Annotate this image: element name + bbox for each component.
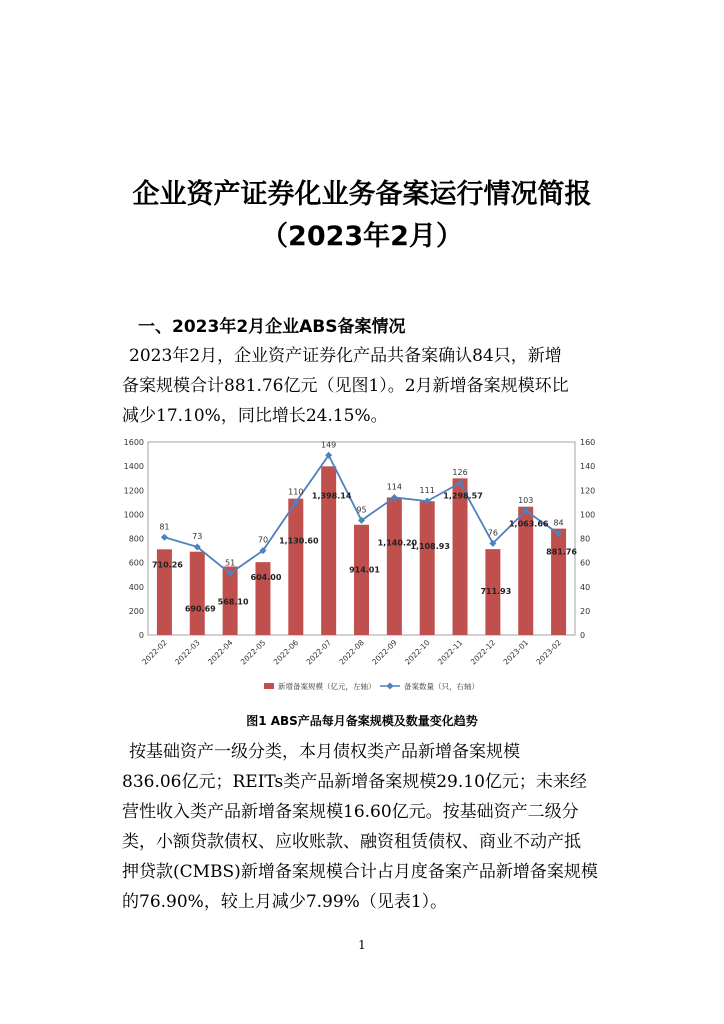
x-tick-label: 2023-02 (534, 638, 563, 667)
bar-2022-06 (288, 499, 303, 635)
y-right-tick-label: 60 (580, 558, 591, 568)
y-right-tick-label: 140 (580, 462, 596, 472)
bar-2022-03 (190, 552, 205, 635)
legend-bar-swatch (264, 683, 274, 689)
count-label: 111 (419, 486, 435, 496)
x-tick-label: 2022-10 (403, 638, 432, 667)
y-left-tick-label: 200 (128, 606, 144, 616)
y-right-tick-label: 120 (580, 486, 596, 496)
x-tick-label: 2022-12 (468, 638, 498, 667)
bar-2022-08 (354, 525, 369, 635)
count-label: 70 (257, 535, 269, 545)
x-tick-label: 2022-05 (238, 638, 268, 667)
x-tick-label: 2023-01 (501, 638, 531, 667)
x-tick-label: 2022-03 (173, 638, 202, 667)
x-tick-label: 2022-11 (435, 638, 465, 667)
document-subtitle: （2023年2月） (261, 221, 463, 252)
paragraph-line: 2023年2月，企业资产证券化产品共备案确认84只，新增 (129, 346, 562, 366)
y-left-tick-label: 1200 (123, 486, 144, 496)
x-tick-label: 2022-09 (370, 638, 399, 667)
bar-value-label: 1,398.14 (311, 491, 352, 501)
paragraph-line: 按基础资产一级分类，本月债权类产品新增备案规模 (129, 742, 520, 762)
y-left-tick-label: 400 (128, 582, 144, 592)
paragraph-line: 营性收入类产品新增备案规模16.60亿元。按基础资产二级分 (122, 802, 579, 822)
count-label: 81 (159, 522, 170, 532)
legend-line-marker (387, 683, 394, 690)
bar-value-label: 881.76 (546, 547, 578, 557)
abs-chart (112, 432, 612, 697)
y-right-tick-label: 160 (580, 438, 596, 447)
paragraph-line: 类，小额贷款债权、应收账款、融资租赁债权、商业不动产抵 (122, 832, 581, 852)
bar-2022-09 (387, 497, 402, 635)
y-left-tick-label: 0 (138, 631, 144, 640)
bar-value-label: 711.93 (480, 587, 512, 597)
x-tick-label: 2022-07 (304, 638, 334, 667)
x-tick-label: 2022-06 (271, 638, 301, 667)
count-label: 73 (192, 531, 203, 541)
paragraph-line: 的76.90%，较上月减少7.99%（见表1）。 (122, 892, 448, 912)
page-number: 1 (358, 938, 366, 952)
bar-2022-10 (420, 501, 435, 635)
x-tick-label: 2022-08 (337, 638, 366, 667)
y-left-tick-label: 1000 (123, 510, 144, 520)
y-right-tick-label: 40 (580, 582, 591, 592)
count-label: 51 (225, 558, 236, 568)
y-right-tick-label: 0 (580, 631, 586, 640)
y-right-tick-label: 20 (580, 606, 591, 616)
bar-value-label: 690.69 (184, 604, 216, 614)
bar-value-label: 1,063.66 (508, 519, 549, 529)
count-label: 110 (288, 487, 304, 497)
bar-value-label: 914.01 (349, 565, 380, 575)
bar-value-label: 1,298.57 (443, 491, 483, 501)
paragraph-line: 备案规模合计881.76亿元（见图1）。2月新增备案规模环比 (122, 376, 569, 396)
bar-value-label: 710.26 (151, 560, 183, 570)
legend-bar-label: 新增备案规模（亿元，左轴） (278, 682, 376, 691)
y-right-tick-label: 100 (580, 510, 596, 520)
count-label: 95 (356, 505, 367, 515)
count-label: 76 (487, 528, 498, 538)
bar-value-label: 1,140.20 (377, 538, 418, 548)
count-label: 126 (452, 468, 468, 478)
paragraph-1 (122, 341, 602, 431)
bar-value-label: 1,130.60 (279, 536, 319, 546)
y-left-tick-label: 1400 (123, 462, 144, 472)
count-label: 149 (321, 440, 337, 450)
paragraph-2 (122, 737, 602, 917)
bar-value-label: 568.10 (217, 597, 249, 607)
paragraph-line: 减少17.10%，同比增长24.15%。 (122, 406, 388, 426)
y-left-tick-label: 600 (128, 558, 144, 568)
bar-value-label: 1,108.93 (410, 542, 450, 552)
x-tick-label: 2022-04 (206, 638, 235, 667)
count-label: 84 (553, 518, 564, 528)
bar-2022-11 (453, 478, 468, 635)
y-left-tick-label: 1600 (123, 438, 144, 447)
paragraph-line: 押贷款(CMBS)新增备案规模合计占月度备案产品新增备案规模 (122, 862, 598, 882)
figure-caption: 图1 ABS产品每月备案规模及数量变化趋势 (246, 714, 478, 728)
y-right-tick-label: 80 (580, 534, 591, 544)
count-label: 103 (518, 495, 534, 505)
paragraph-line: 836.06亿元；REITs类产品新增备案规模29.10亿元；未来经 (122, 772, 587, 792)
section-heading: 一、2023年2月企业ABS备案情况 (138, 317, 406, 337)
bar-2023-02 (551, 529, 566, 635)
document-title: 企业资产证券化业务备案运行情况简报 (132, 179, 592, 210)
x-tick-label: 2022-02 (140, 638, 169, 667)
legend-line-label: 备案数量（只，右轴） (404, 682, 479, 691)
y-left-tick-label: 800 (128, 534, 144, 544)
bar-value-label: 604.00 (250, 573, 282, 583)
count-marker (161, 534, 168, 541)
count-label: 114 (386, 482, 402, 492)
